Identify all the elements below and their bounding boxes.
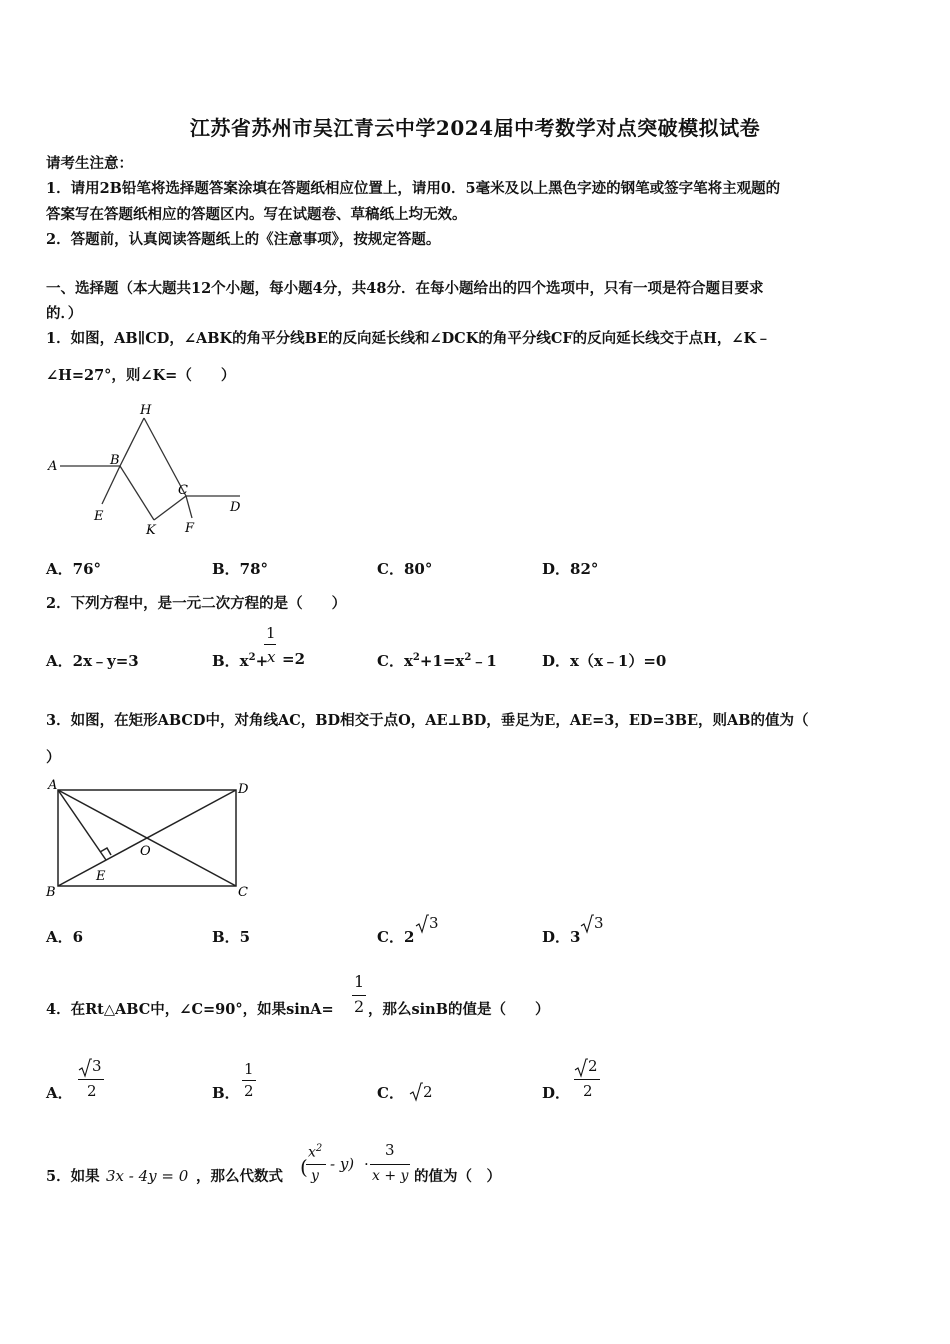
q5-frac-bar-1 <box>306 1164 326 1165</box>
q1-label-e: E <box>94 509 104 524</box>
q5-expr-dot: · <box>364 1155 369 1173</box>
q4-frac-bar <box>352 995 366 996</box>
q3-label-o: O <box>140 844 151 859</box>
q4-option-a[interactable]: A． 3 2 <box>46 1082 73 1103</box>
q4-stem-b: ，那么sinB的值是（ ） <box>368 1001 550 1018</box>
q3-option-a[interactable]: A．6 <box>46 928 84 946</box>
section-heading-a: 一、选择题（本大题共12个小题，每小题4分，共48分．在每小题给出的四个选项中，只有一项是符合题目要求 <box>46 280 764 297</box>
q5-open-paren: ( <box>300 1155 308 1179</box>
q4-frac-den: 2 <box>354 997 365 1016</box>
q1-label-d: D <box>230 500 241 515</box>
q1-figure <box>44 398 254 543</box>
q3-option-b[interactable]: B．5 <box>212 928 251 946</box>
q1-label-k: K <box>146 523 156 538</box>
page-title: 江苏省苏州市吴江青云中学2024届中考数学对点突破模拟试卷 <box>189 116 761 140</box>
q5-equation: 3x - 4y = 0 <box>106 1167 189 1185</box>
q3-stem-b: ） <box>46 749 61 766</box>
q4-frac-num: 1 <box>354 972 365 991</box>
notice-line-2: 2．答题前，认真阅读答题纸上的《注意事项》，按规定答题。 <box>46 231 441 248</box>
q5-expr-den1: y <box>311 1168 319 1184</box>
q3-label-b: B <box>46 885 56 900</box>
q1-option-d[interactable]: D．82° <box>542 560 599 578</box>
notice-line-1b: 答案写在答题纸相应的答题区内。写在试题卷、草稿纸上均无效。 <box>46 206 467 223</box>
q3-stem-a: 3．如图，在矩形ABCD中，对角线AC，BD相交于点O，AE⊥BD，垂足为E，AE=3，ED=3BE，则AB的值为（ <box>46 712 809 729</box>
q2-option-d[interactable]: D．x（x﹣1）=0 <box>542 652 667 670</box>
sqrt-icon <box>409 1082 423 1102</box>
sqrt-icon <box>78 1058 92 1078</box>
q5-expr-minus: - y) <box>330 1155 355 1173</box>
q5-expr-num1: $x^2$ <box>308 1143 323 1161</box>
q1-label-a: A <box>48 459 58 474</box>
q1-label-c: C <box>178 483 188 498</box>
q5-frac-bar-2 <box>370 1164 410 1165</box>
sqrt-icon <box>580 914 594 934</box>
q2-option-a[interactable]: A．2x﹣y=3 <box>46 652 139 670</box>
q2-stem: 2．下列方程中，是一元二次方程的是（ ） <box>46 595 347 612</box>
q1-label-b: B <box>110 453 120 468</box>
q4-option-c[interactable]: C． 2 <box>377 1083 433 1102</box>
q1-label-f: F <box>185 521 195 536</box>
q1-option-a[interactable]: A．76° <box>46 560 102 578</box>
notice-heading: 请考生注意： <box>46 155 133 172</box>
q3-label-d: D <box>238 782 249 797</box>
q1-label-h: H <box>140 403 152 418</box>
q5-expr-num2: 3 <box>385 1141 395 1159</box>
q2-option-c[interactable]: C．$x^2+1=x^2﹣1$ <box>377 652 497 670</box>
q3-label-c: C <box>238 885 248 900</box>
sqrt-icon <box>574 1058 588 1078</box>
q3-option-c[interactable]: C．2 3 <box>377 914 439 946</box>
q1-stem-b: ∠H=27°，则∠K=（ ） <box>46 367 236 384</box>
q4-stem-a: 4．在Rt△ABC中，∠C=90°，如果sinA= <box>46 1001 334 1018</box>
q5-prefix: 5．如果 <box>46 1168 100 1185</box>
q1-option-c[interactable]: C．80° <box>377 560 433 578</box>
q2-b-frac-num: 1 <box>266 624 276 642</box>
q5-mid: ，那么代数式 <box>196 1168 283 1185</box>
q1-option-b[interactable]: B．78° <box>212 560 269 578</box>
q2-b-frac-den: x <box>267 648 276 666</box>
q5-expr-den2: x + y <box>372 1168 409 1184</box>
notice-line-1a: 1．请用2B铅笔将选择题答案涂填在答题纸相应位置上，请用0．5毫米及以上黑色字迹的钢笔或签字笔将主观题的 <box>46 180 781 197</box>
q4-option-b[interactable]: B． 1 2 <box>212 1082 240 1103</box>
q3-option-d[interactable]: D．3 3 <box>542 914 604 946</box>
q3-label-e: E <box>96 869 106 884</box>
q4-option-d[interactable]: D． 2 2 <box>542 1082 570 1103</box>
q2-option-b[interactable]: B．$x^2+$ 1 x =2 <box>212 624 306 670</box>
q3-figure <box>44 776 259 900</box>
q3-label-a: A <box>48 778 58 793</box>
q1-stem-a: 1．如图，AB∥CD，∠ABK的角平分线BE的反向延长线和∠DCK的角平分线CF的反向延长线交于点H，∠K﹣ <box>46 330 771 347</box>
q5-suffix: 的值为（ ） <box>414 1168 501 1185</box>
q2-b-frac-bar <box>264 644 276 645</box>
sqrt-icon <box>415 914 429 934</box>
section-heading-b: 的．） <box>46 305 83 322</box>
